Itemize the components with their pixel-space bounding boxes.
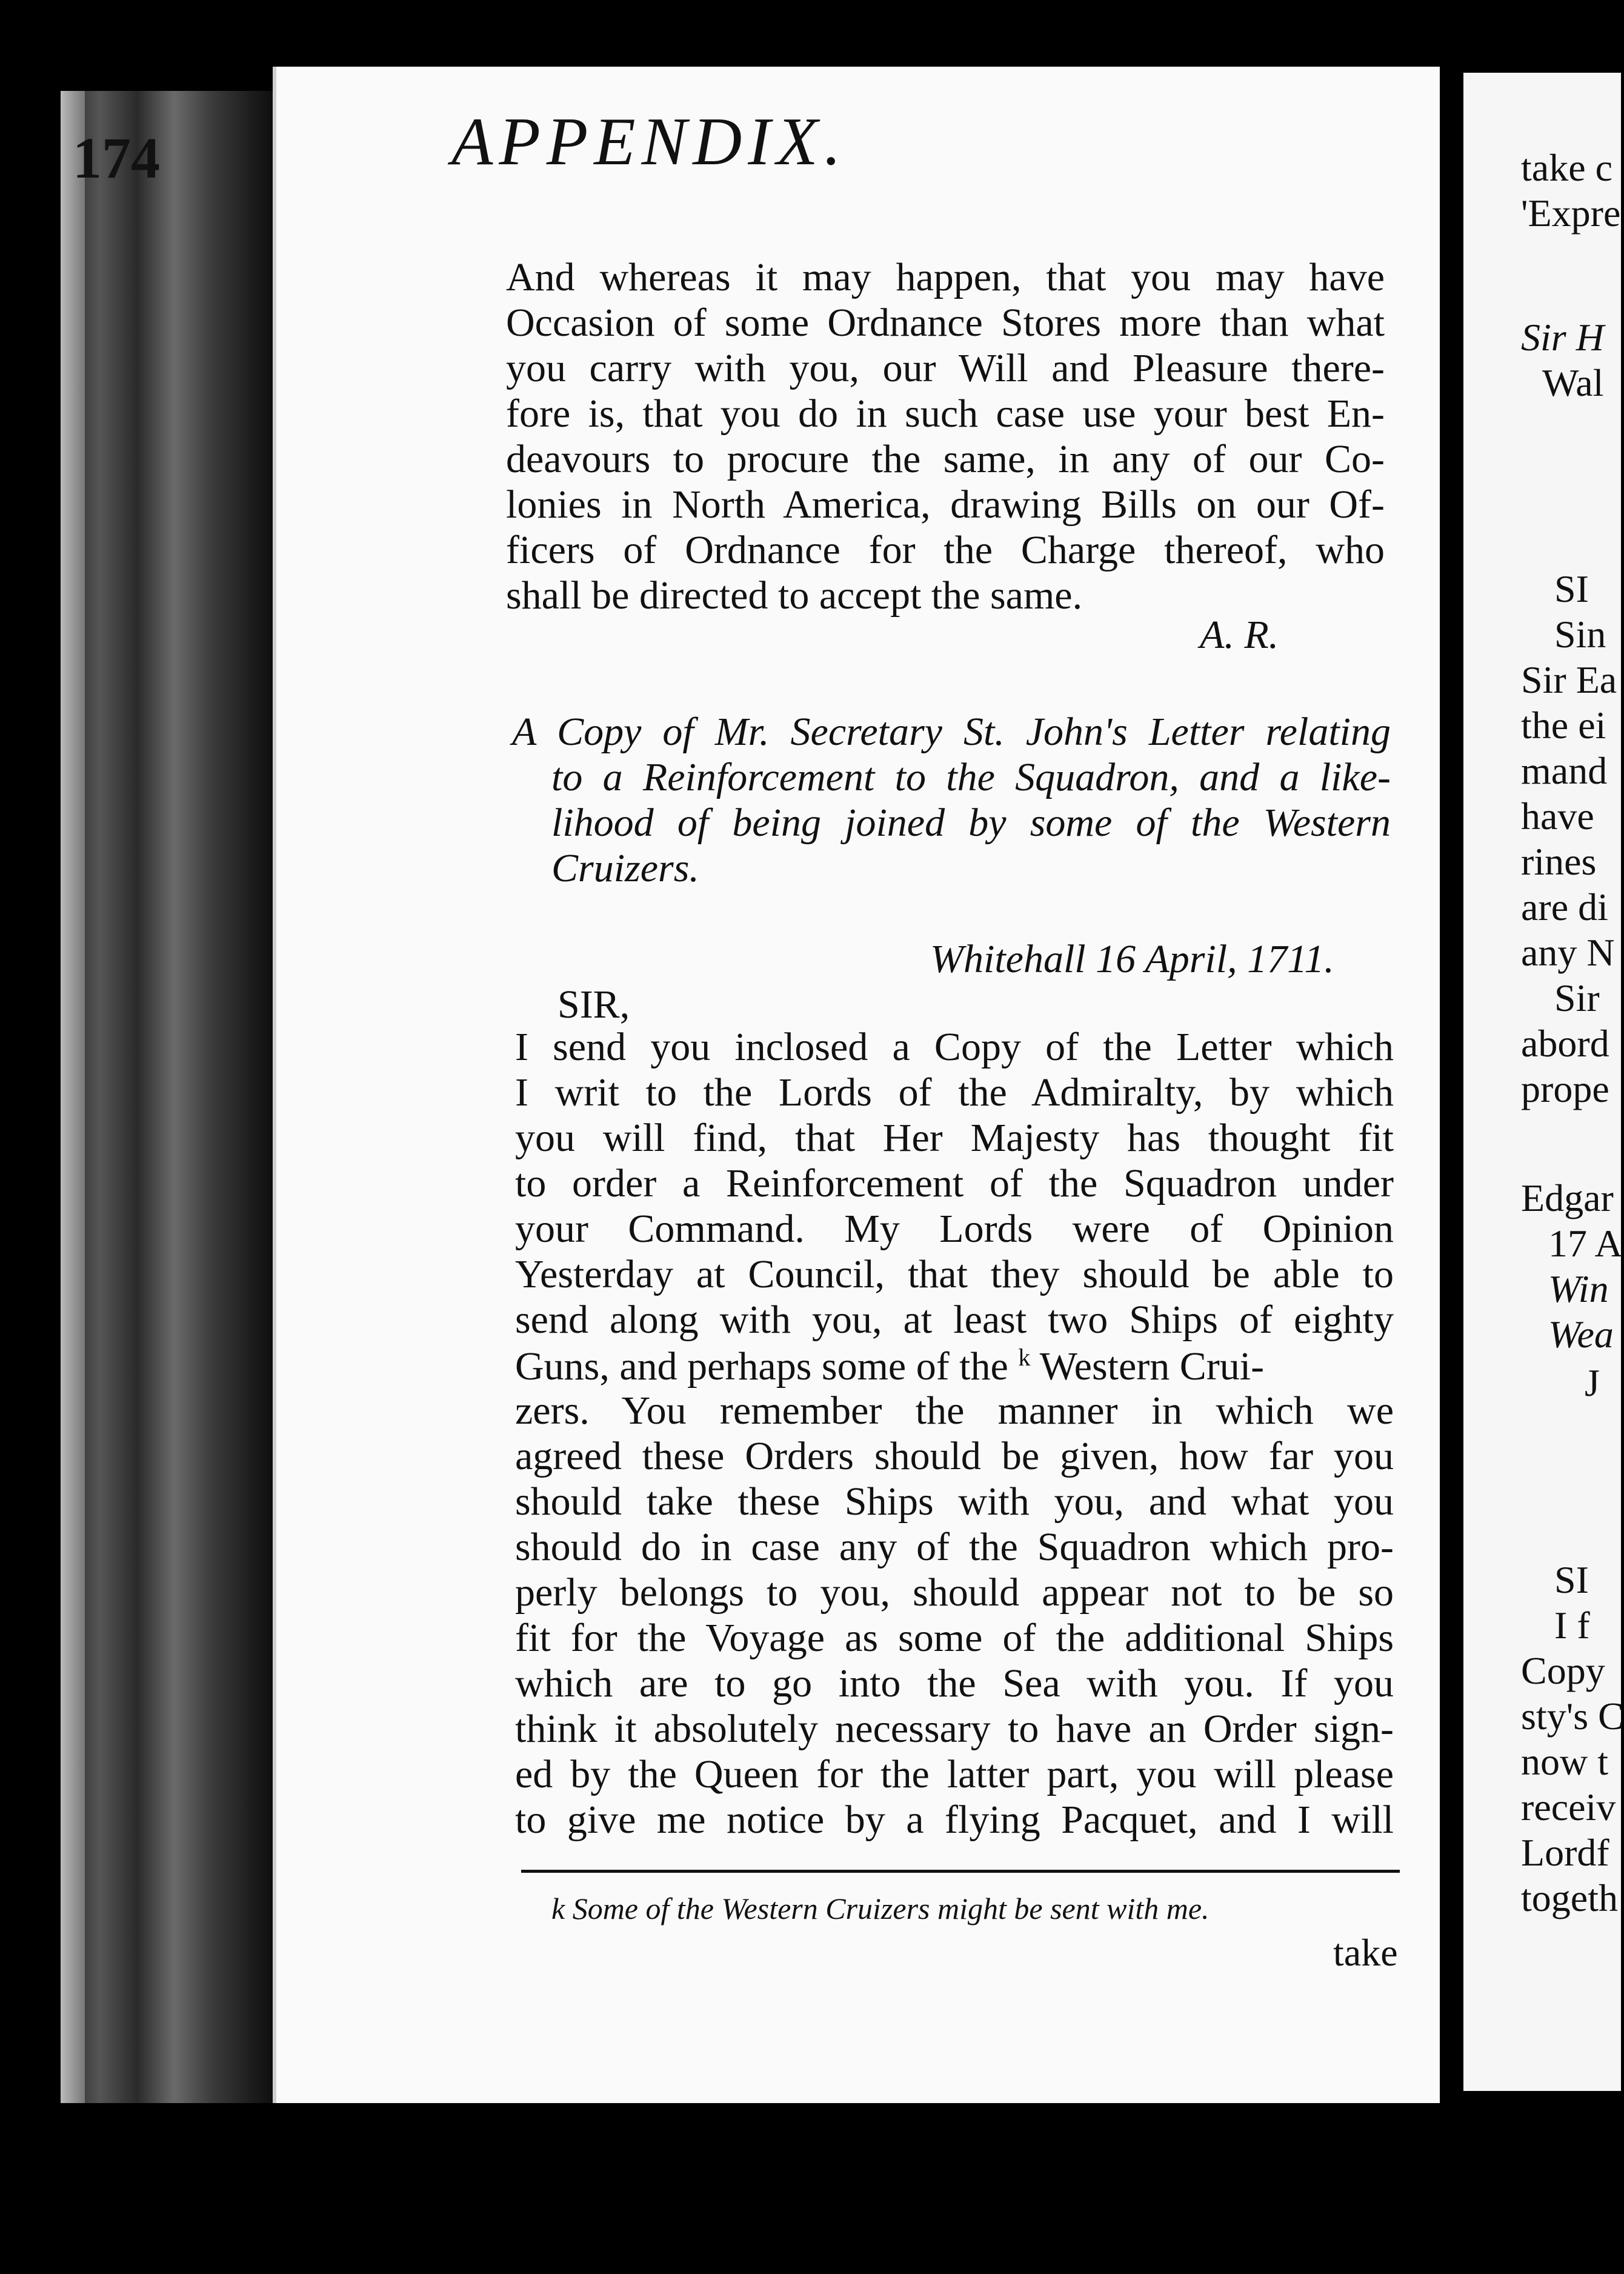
body-line: Yesterday at Council, that they should be able to: [515, 1252, 1394, 1296]
salutation: SIR,: [557, 982, 630, 1027]
body-line: perly belongs to you, should appear not to be so: [515, 1570, 1394, 1615]
body-line: you carry with you, our Will and Pleasure there-: [506, 346, 1385, 390]
facing-line: Sin: [1554, 613, 1606, 656]
body-line: I writ to the Lords of the Admiralty, by which: [515, 1070, 1394, 1115]
facing-line: are di: [1521, 885, 1608, 929]
facing-line: SI: [1554, 567, 1589, 610]
body-line: zers. You remember the manner in which we: [515, 1389, 1394, 1433]
facing-page: [1463, 73, 1624, 2091]
facing-line: any N: [1521, 931, 1615, 974]
catchword: take: [1333, 1931, 1398, 1974]
heading-line: to a Reinforcement to the Squadron, and a like-: [551, 755, 1391, 799]
facing-line: rines: [1521, 840, 1597, 883]
body-line: send along with you, at least two Ships of eighty: [515, 1298, 1394, 1342]
facing-line: Wea: [1548, 1313, 1614, 1356]
facing-line: togeth: [1521, 1876, 1618, 1919]
book-cover-edge: [61, 91, 85, 2103]
facing-line: take c: [1521, 146, 1612, 189]
facing-line: sty's C: [1521, 1695, 1624, 1738]
book-spine: [61, 91, 279, 2103]
body-line: to give me notice by a flying Pacquet, and I will: [515, 1798, 1394, 1842]
facing-line: now t: [1521, 1740, 1608, 1783]
heading-line: lihood of being joined by some of the Western: [551, 801, 1391, 845]
facing-line: prope: [1521, 1067, 1609, 1110]
page-number: 174: [73, 125, 160, 190]
facing-line: I f: [1554, 1604, 1590, 1647]
body-line: which are to go into the Sea with you. If you: [515, 1661, 1394, 1706]
facing-line: Wal: [1542, 361, 1604, 404]
heading-line: A Copy of Mr. Secretary St. John's Letter relating: [512, 710, 1391, 754]
body-line: And whereas it may happen, that you may have: [506, 255, 1385, 299]
footnote-rule: [521, 1870, 1400, 1873]
facing-line: 17 A: [1548, 1222, 1623, 1265]
body-line: to order a Reinforcement of the Squadron under: [515, 1161, 1394, 1205]
body-line: Occasion of some Ordnance Stores more than what: [506, 301, 1385, 345]
facing-line: mand: [1521, 749, 1608, 792]
body-line: fit for the Voyage as some of the additional Ships: [515, 1616, 1394, 1660]
facing-line: Copy: [1521, 1649, 1605, 1692]
running-head: APPENDIX.: [451, 104, 847, 179]
facing-line: Win: [1548, 1267, 1609, 1310]
footnote: [551, 1891, 1210, 1926]
body-line: you will find, that Her Majesty has thought fit: [515, 1116, 1394, 1160]
facing-line: Lordf: [1521, 1831, 1609, 1874]
footnote-marker: k: [551, 1892, 565, 1926]
body-line: should take these Ships with you, and what you: [515, 1479, 1394, 1524]
dateline: Whitehall 16 April, 1711.: [930, 937, 1334, 981]
facing-line: have: [1521, 795, 1594, 838]
body-line: ed by the Queen for the latter part, you will please: [515, 1752, 1394, 1796]
body-line: Guns, and perhaps some of the $^k$ Western Crui-: [515, 1344, 1265, 1389]
facing-line: Sir Ea: [1521, 658, 1617, 701]
body-line: shall be directed to accept the same.: [506, 573, 1083, 618]
facing-line: 'Expre: [1521, 192, 1621, 235]
facing-line: Edgar: [1521, 1176, 1614, 1219]
heading-line: Cruizers.: [551, 846, 699, 890]
facing-line: Sir H: [1521, 316, 1604, 359]
footnote-marker: k: [1018, 1344, 1031, 1371]
facing-line: Sir: [1554, 976, 1600, 1019]
facing-line: the ei: [1521, 704, 1606, 747]
body-line: fore is, that you do in such case use your best En-: [506, 392, 1385, 436]
body-line: lonies in North America, drawing Bills on our Of-: [506, 482, 1385, 527]
signature-initials: A. R.: [1200, 613, 1279, 657]
facing-line: J: [1585, 1361, 1600, 1404]
body-line: think it absolutely necessary to have an Order sign-: [515, 1707, 1394, 1751]
facing-line: abord: [1521, 1022, 1609, 1065]
body-line: ficers of Ordnance for the Charge thereof, who: [506, 528, 1385, 572]
body-line: deavours to procure the same, in any of our Co-: [506, 437, 1385, 481]
body-line: your Command. My Lords were of Opinion: [515, 1207, 1394, 1251]
facing-line: SI: [1554, 1558, 1589, 1601]
body-line: should do in case any of the Squadron which pro-: [515, 1525, 1394, 1569]
body-line: I send you inclosed a Copy of the Letter which: [515, 1025, 1394, 1069]
footnote-text: Some of the Western Cruizers might be sent with me.: [572, 1892, 1210, 1926]
facing-line: receiv: [1521, 1786, 1616, 1829]
body-line: agreed these Orders should be given, how far you: [515, 1434, 1394, 1478]
